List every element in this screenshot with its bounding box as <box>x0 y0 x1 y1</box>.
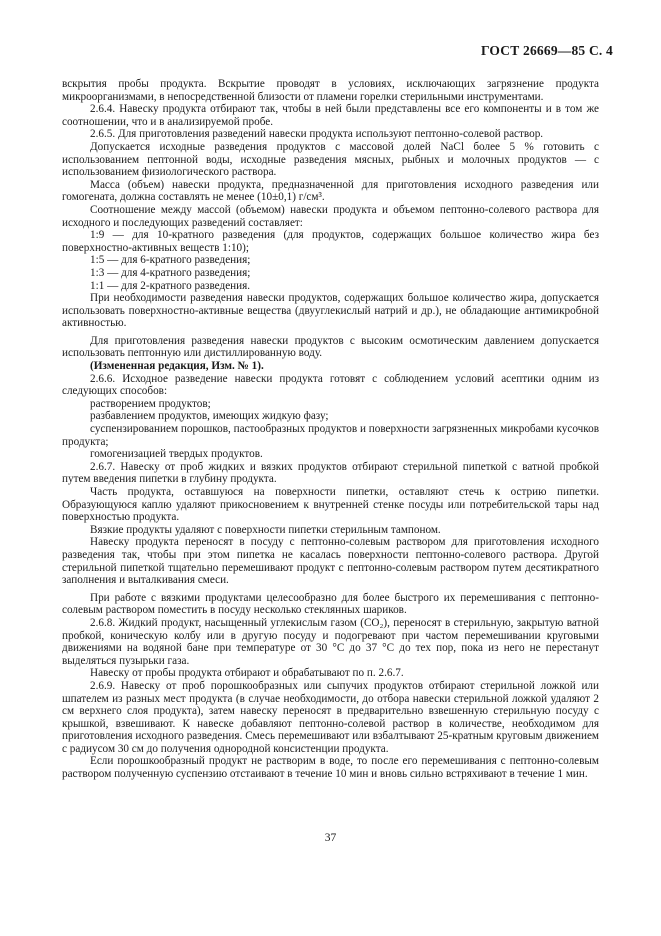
paragraph: Масса (объем) навески продукта, предназначенной для приготовления исходного разведения или гомогената, должна составлять не менее (10±0,1) г/см³. <box>62 178 599 204</box>
list-item: 1:3 — для 4-кратного разведения; <box>90 266 251 279</box>
list-item: 1:1 — для 2-кратного разведения. <box>90 279 251 292</box>
list-item: 1:9 — для 10-кратного разведения (для продуктов, содержащих большое количество жира без поверхностно-активных веществ 1:10); <box>62 229 599 254</box>
paragraph: Если порошкообразный продукт не растворим в воде, то после его перемешивания с пептонно-солевым раствором полученную суспензию отстаивают в течение 10 мин и вновь сильно встряхивают в течение 1 мин. <box>62 755 599 781</box>
paragraph: При необходимости разведения навески продуктов, содержащих большое количество жира, допускается использовать поверхностно-активные вещества (двууглекислый натрий и др.), не обладающие антимикробной активностью. <box>62 292 599 330</box>
document-body <box>62 78 599 781</box>
paragraph: Часть продукта, оставшуюся на поверхности пипетки, оставляют стечь к острию пипетки. Образующуюся каплю удаляют прикосновением к внутренней стенке посуды или потребительской тары над поверхностью продукта. <box>62 486 599 524</box>
paragraph: 2.6.4. Навеску продукта отбирают так, чтобы в ней были представлены все его компоненты и в том же соотношении, что и в анализируемой пробе. <box>62 103 599 128</box>
paragraph: 2.6.8. Жидкий продукт, насыщенный углекислым газом (CO₂), переносят в стерильную, закрытую ватной пробкой, коническую колбу или в другую посуду и подогревают при частом перемешивании круговыми движениями на водяной бане при температуре от 30 °С до 37 °С до тех пор, пока из него не перестанут выделяться пузырьки газа. <box>62 616 599 667</box>
list-item: разбавлением продуктов, имеющих жидкую фазу; <box>90 410 329 423</box>
paragraph: 2.6.9. Навеску от проб порошкообразных или сыпучих продуктов отбирают стерильной ложкой или шпателем из разных мест продукта (в случае необходимости, до отбора навески стерильной ложкой удаляют 2 см верхнего слоя продукта), затем навеску переносят в предварительно взвешенную стерильную посуду с крышкой, взвешивают. К навеске добавляют пептонно-солевой раствор в количестве, необходимом для приготовления исходного разведения. Смесь перемешивают или взбалтывают 25-кратным круговым движением с радиусом 30 см до получения однородной консистенции продукта. <box>62 679 599 755</box>
paragraph: Для приготовления разведения навески продуктов с высоким осмотическим давлением допускается использовать пептонную или дистиллированную воду. <box>62 334 599 360</box>
list-item: суспензированием порошков, пастообразных продуктов и поверхности загрязненных микробами кусочков продукта; <box>62 423 599 448</box>
list-item: гомогенизацией твердых продуктов. <box>90 448 263 461</box>
paragraph: Вязкие продукты удаляют с поверхности пипетки стерильным тампоном. <box>90 523 441 536</box>
amendment-note: (Измененная редакция, Изм. № 1). <box>90 360 264 373</box>
paragraph: 2.6.7. Навеску от проб жидких и вязких продуктов отбирают стерильной пипеткой с ватной пробкой путем введения пипетки в глубину продукта. <box>62 460 599 486</box>
page-header: ГОСТ 26669—85 С. 4 <box>480 43 613 58</box>
paragraph: Допускается исходные разведения продуктов с массовой долей NaCl более 5 % готовить с использованием пептонной воды, исходные разведения мясных, рыбных и молочных продуктов — с использованием физиологического раствора. <box>62 140 599 179</box>
list-item: 1:5 — для 6-кратного разведения; <box>90 254 251 267</box>
paragraph: 2.6.5. Для приготовления разведений навески продукта используют пептонно-солевой раствор. <box>90 128 544 141</box>
paragraph: Соотношение между массой (объемом) навески продукта и объемом пептонно-солевого раствора для исходного и последующих разведений составляет: <box>62 203 599 229</box>
paragraph: Навеску продукта переносят в посуду с пептонно-солевым раствором для приготовления исходного разведения так, чтобы при этом пипетка не касалась поверхности пептонно-солевого раствора. Другой стерильной пипеткой тщательно перемешивают продукт с пептонно-солевым раствором путем десятикратного заполнения и выталкивания смеси. <box>62 536 599 587</box>
paragraph: Навеску от пробы продукта отбирают и обрабатывают по п. 2.6.7. <box>90 667 404 680</box>
list-item: растворением продуктов; <box>90 397 211 410</box>
paragraph: вскрытия пробы продукта. Вскрытие проводят в условиях, исключающих загрязнение продукта микроорганизмами, в непосредственной близости от пламени горелки стерильными инструментами. <box>62 78 599 103</box>
paragraph: При работе с вязкими продуктами целесообразно для более быстрого их перемешивания с пептонно-солевым раствором поместить в посуду несколько стеклянных шариков. <box>62 591 599 617</box>
paragraph: 2.6.6. Исходное разведение навески продукта готовят с соблюдением условий асептики одним из следующих способов: <box>62 372 599 398</box>
page-number: 37 <box>324 832 337 844</box>
